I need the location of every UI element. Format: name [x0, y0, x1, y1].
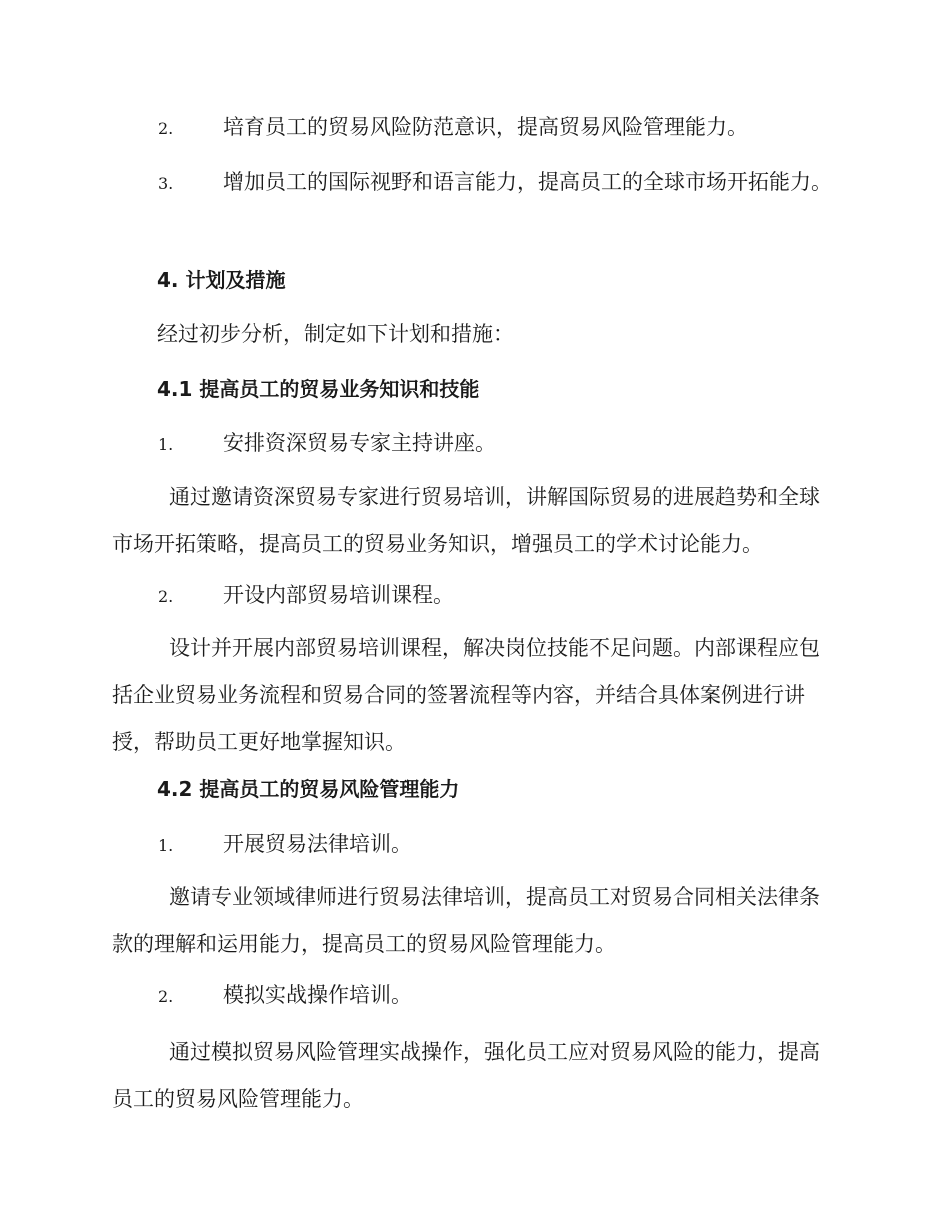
list-number: 1. — [158, 836, 174, 855]
list-item-4-2-1 — [112, 821, 834, 869]
section-heading-4-1: 4.1 提高员工的贸易业务知识和技能 — [157, 377, 480, 401]
paragraph-4-1-1: 通过邀请资深贸易专家进行贸易培训，讲解国际贸易的进展趋势和全球市场开拓策略，提高员工的贸易业务知识，增强员工的学术讨论能力。 — [112, 485, 820, 556]
list-text: 增加员工的国际视野和语言能力，提高员工的全球市场开拓能力。 — [223, 170, 832, 194]
list-number: 2. — [158, 119, 174, 138]
list-number: 2. — [158, 987, 174, 1006]
list-item-4-2-2 — [112, 972, 834, 1020]
list-text: 开展贸易法律培训。 — [223, 832, 412, 856]
list-number: 3. — [158, 174, 174, 193]
list-item-4-1-2 — [112, 572, 834, 620]
section-heading-4-2: 4.2 提高员工的贸易风险管理能力 — [157, 777, 460, 801]
list-item-2 — [112, 104, 834, 152]
list-number: 2. — [158, 587, 174, 606]
list-text: 培育员工的贸易风险防范意识，提高贸易风险管理能力。 — [223, 115, 748, 139]
paragraph-4-1-2: 设计并开展内部贸易培训课程，解决岗位技能不足问题。内部课程应包括企业贸易业务流程和贸易合同的签署流程等内容，并结合具体案例进行讲授，帮助员工更好地掌握知识。 — [112, 636, 820, 754]
list-text: 安排资深贸易专家主持讲座。 — [223, 431, 496, 455]
list-text: 模拟实战操作培训。 — [223, 983, 412, 1007]
paragraph-4-2-1: 邀请专业领域律师进行贸易法律培训，提高员工对贸易合同相关法律条款的理解和运用能力，提高员工的贸易风险管理能力。 — [112, 885, 820, 956]
list-number: 1. — [158, 435, 174, 454]
paragraph-4-2-2: 通过模拟贸易风险管理实战操作，强化员工应对贸易风险的能力，提高员工的贸易风险管理能力。 — [112, 1040, 820, 1111]
section-intro: 经过初步分析，制定如下计划和措施： — [157, 322, 514, 346]
section-heading-4: 4. 计划及措施 — [157, 268, 286, 292]
list-item-3 — [112, 159, 834, 207]
list-item-4-1-1 — [112, 420, 834, 468]
list-text: 开设内部贸易培训课程。 — [223, 583, 454, 607]
